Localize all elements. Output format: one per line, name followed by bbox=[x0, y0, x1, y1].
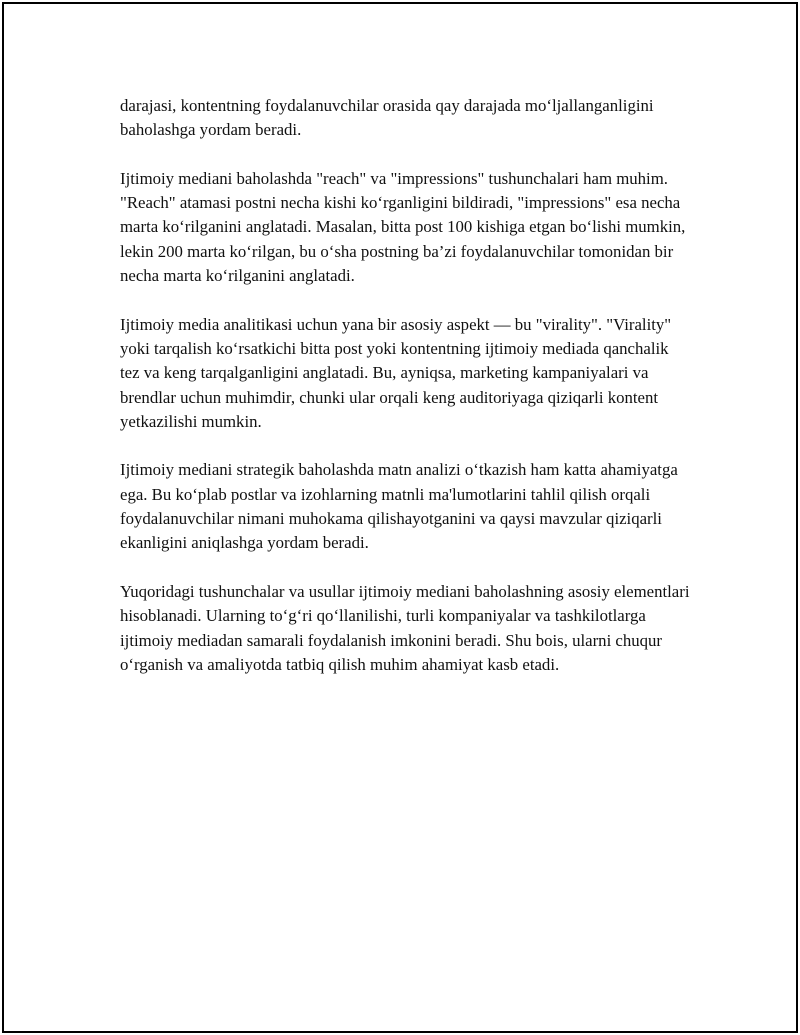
paragraph-1: darajasi, kontentning foydalanuvchilar orasida qay darajada mo‘ljallanganligini baholashga yordam beradi. bbox=[120, 96, 654, 140]
paragraph-4: Ijtimoiy mediani strategik baholashda matn analizi o‘tkazish ham katta ahamiyatga ega. Bu ko‘plab postlar va izohlarning matnli ma'lumotlarini tahlil qilish orqali foydalanuvchilar nimani muhokama qilishayotganini va qaysi mavzular qiziqarli ekanligini aniqlashga yordam beradi. bbox=[120, 460, 678, 553]
paragraph-5: Yuqoridagi tushunchalar va usullar ijtimoiy mediani baholashning asosiy elementlari hisoblanadi. Ularning to‘g‘ri qo‘llanilishi, turli kompaniyalar va tashkilotlarga ijtimoiy mediadan samarali foydalanish imkonini beradi. Shu bois, ularni chuqur o‘rganish va amaliyotda tatbiq qilish muhim ahamiyat kasb etadi. bbox=[120, 581, 690, 674]
document-body bbox=[120, 94, 690, 701]
document-page bbox=[2, 2, 798, 1033]
paragraph-2: Ijtimoiy mediani baholashda "reach" va "impressions" tushunchalari ham muhim. "Reach" atamasi postni necha kishi ko‘rganligini bildiradi, "impressions" esa necha marta ko‘rilganini anglatadi. Masalan, bitta post 100 kishiga etgan bo‘lishi mumkin, lekin 200 marta ko‘rilgan, bu o‘sha postning ba’zi foydalanuvchilar tomonidan bir necha marta ko‘rilganini anglatadi. bbox=[120, 168, 686, 286]
paragraph-3: Ijtimoiy media analitikasi uchun yana bir asosiy aspekt — bu "virality". "Virality" yoki tarqalish ko‘rsatkichi bitta post yoki kontentning ijtimoiy mediada qanchalik tez va keng tarqalganligini anglatadi. Bu, ayniqsa, marketing kampaniyalari va brendlar uchun muhimdir, chunki ular orqali keng auditoriyaga qiziqarli kontent yetkazilishi mumkin. bbox=[120, 314, 672, 431]
